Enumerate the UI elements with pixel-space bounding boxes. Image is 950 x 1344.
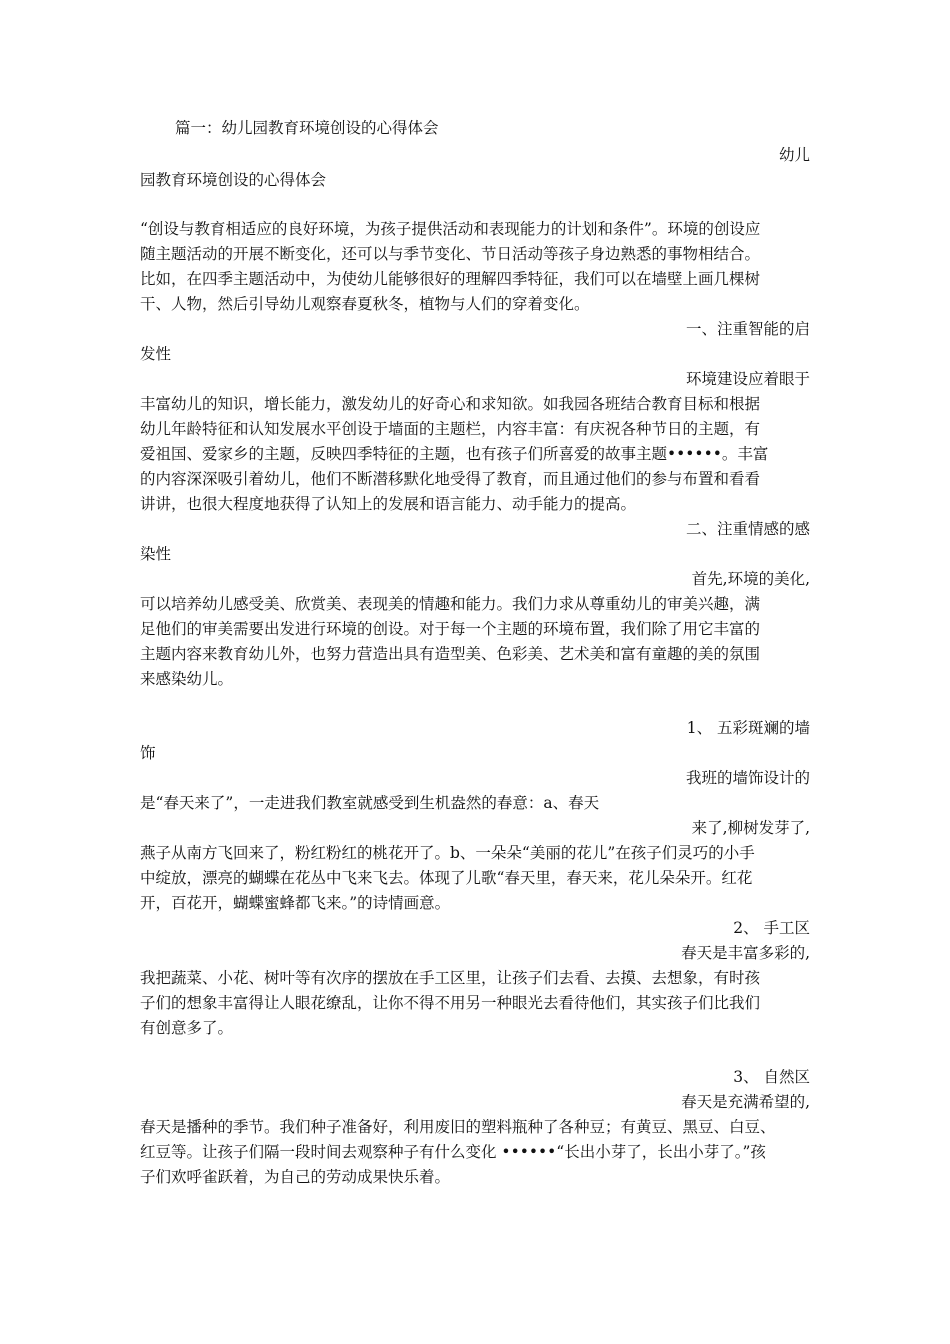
item-2-line: 子们的想象丰富得让人眼花缭乱，让你不得不用另一种眼光去看待他们，其实孩子们比我们	[140, 994, 761, 1012]
section-2-line: 来感染幼儿。	[140, 670, 234, 688]
item-1-line: 燕子从南方飞回来了，粉红粉红的桃花开了。b、一朵朵“美丽的花儿”在孩子们灵巧的小手	[140, 844, 755, 862]
section-2-heading: 二、注重情感的感	[685, 520, 810, 538]
section-2-first: 首先,环境的美化,	[691, 570, 810, 588]
item-1-line: 来了,柳树发芽了,	[691, 819, 810, 837]
section-1-line: 讲讲，也很大程度地获得了认知上的发展和语言能力、动手能力的提高。	[140, 495, 637, 513]
section-2-line: 主题内容来教育幼儿外，也努力营造出具有造型美、色彩美、艺术美和富有童趣的美的氛围	[140, 645, 761, 663]
section-1-line: 丰富幼儿的知识，增长能力，激发幼儿的好奇心和求知欲。如我园各班结合教育目标和根据	[140, 395, 761, 413]
intro-line: “创设与教育相适应的良好环境，为孩子提供活动和表现能力的计划和条件”。环境的创设应	[140, 220, 761, 238]
section-1-line: 幼儿年龄特征和认知发展水平创设于墙面的主题栏，内容丰富：有庆祝各种节日的主题，有	[140, 420, 761, 438]
section-1-line: 爱祖国、爱家乡的主题，反映四季特征的主题，也有孩子们所喜爱的故事主题••••••。丰富	[140, 445, 769, 463]
item-1-line: 是“春天来了”，一走进我们教室就感受到生机盎然的春意：a、春天	[140, 794, 600, 812]
item-1-line: 开，百花开，蝴蝶蜜蜂都飞来。”的诗情画意。	[140, 894, 451, 912]
item-3-first: 春天是充满希望的,	[681, 1093, 810, 1111]
intro-line: 比如，在四季主题活动中，为使幼儿能够很好的理解四季特征，我们可以在墙壁上画几棵树	[140, 270, 761, 288]
doc-title-part2: 园教育环境创设的心得体会	[140, 171, 327, 189]
item-1-heading-cont: 饰	[140, 744, 156, 762]
section-2-line: 可以培养幼儿感受美、欣赏美、表现美的情趣和能力。我们力求从尊重幼儿的审美兴趣，满	[140, 595, 761, 613]
item-3-line: 红豆等。让孩子们隔一段时间去观察种子有什么变化 ••••••“长出小芽了，长出小芽了。”孩	[140, 1143, 766, 1161]
item-2-line: 有创意多了。	[140, 1019, 234, 1037]
item-1-heading: 1、 五彩斑斓的墙	[686, 719, 810, 737]
section-2-line: 足他们的审美需要出发进行环境的创设。对于每一个主题的环境布置，我们除了用它丰富的	[140, 620, 761, 638]
item-3-line: 春天是播种的季节。我们种子准备好，利用废旧的塑料瓶种了各种豆；有黄豆、黑豆、白豆、	[140, 1118, 776, 1136]
item-2-first: 春天是丰富多彩的,	[681, 944, 810, 962]
item-2-heading: 2、 手工区	[733, 919, 810, 937]
item-1-line: 中绽放，漂亮的蝴蝶在花丛中飞来飞去。体现了儿歌“春天里，春天来，花儿朵朵开。红花	[140, 869, 753, 887]
item-3-line: 子们欢呼雀跃着，为自己的劳动成果快乐着。	[140, 1168, 451, 1186]
item-1-first: 我班的墙饰设计的	[685, 769, 810, 787]
item-3-heading: 3、 自然区	[733, 1068, 810, 1086]
section-1-heading-cont: 发性	[140, 345, 172, 363]
doc-title-part1: 幼儿	[778, 146, 810, 164]
section-1-first: 环境建设应着眼于	[685, 370, 810, 388]
section-1-line: 的内容深深吸引着幼儿，他们不断潜移默化地受得了教育，而且通过他们的参与布置和看看	[140, 470, 761, 488]
doc-title: 篇一：幼儿园教育环境创设的心得体会	[175, 119, 439, 137]
section-1-heading: 一、注重智能的启	[685, 320, 810, 338]
item-2-line: 我把蔬菜、小花、树叶等有次序的摆放在手工区里，让孩子们去看、去摸、去想象，有时孩	[140, 969, 761, 987]
section-2-heading-cont: 染性	[140, 545, 172, 563]
intro-line: 随主题活动的开展不断变化，还可以与季节变化、节日活动等孩子身边熟悉的事物相结合。	[140, 245, 761, 263]
intro-line: 干、人物，然后引导幼儿观察春夏秋冬，植物与人们的穿着变化。	[140, 295, 590, 313]
